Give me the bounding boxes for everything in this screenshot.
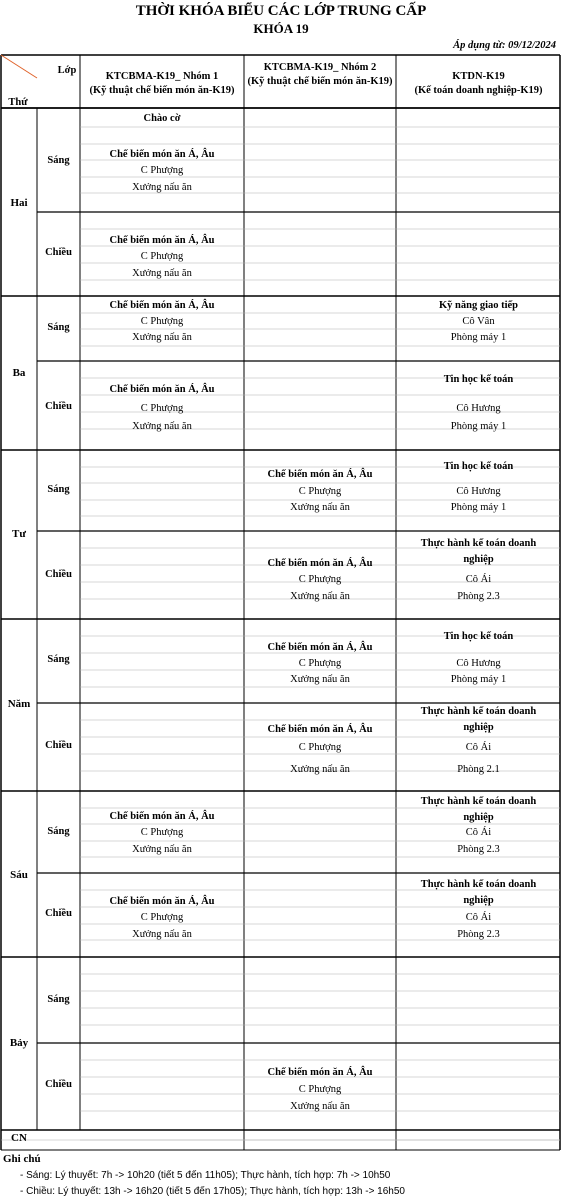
day-label: Năm <box>7 698 31 710</box>
day-label: CN <box>11 1132 27 1144</box>
cell-bay-chieu-c2-subject: Chế biến món ăn Á, Âu <box>267 1067 373 1078</box>
cell-ba-sang-c1-room: Xưởng nấu ăn <box>132 332 192 343</box>
cell-ba-chieu-c1-teacher: C Phượng <box>140 403 184 414</box>
day-label: Hai <box>10 197 28 209</box>
cell-sau-sang-c1-teacher: C Phượng <box>140 827 184 838</box>
cell-ba-sang-c1-subject: Chế biến món ăn Á, Âu <box>109 300 215 311</box>
cell-sau-sang-c3-subject2: nghiệp <box>463 812 494 823</box>
cell-tu-sang-c3-room: Phòng máy 1 <box>450 502 507 513</box>
cell-ba-sang-c3-subject: Kỹ năng giao tiếp <box>438 300 519 311</box>
notes-line-2: - Chiều: Lý thuyết: 13h -> 16h20 (tiết 5 đến 17h05); Thực hành, tích hợp: 13h -> 16h50 <box>20 1186 405 1197</box>
cell-sau-sang-c3-room: Phòng 2.3 <box>457 844 500 855</box>
cell-hai-chieu-c1-teacher: C Phượng <box>140 251 184 262</box>
cell-sau-chieu-c3-room: Phòng 2.3 <box>457 929 500 940</box>
cell-hai-sang-c1-subject: Chế biến món ăn Á, Âu <box>109 149 215 160</box>
header-diagonal <box>1 55 37 78</box>
cell-nam-chieu-c3-room: Phòng 2.1 <box>457 764 500 775</box>
session-label: Sáng <box>47 484 70 495</box>
cell-nam-chieu-c2-teacher: C Phượng <box>298 742 342 753</box>
cell-tu-chieu-c2-subject: Chế biến món ăn Á, Âu <box>267 558 373 569</box>
cell-tu-sang-c2-teacher: C Phượng <box>298 486 342 497</box>
header-lop: Lớp <box>57 65 77 76</box>
notes-label: Ghi chú <box>3 1153 41 1165</box>
header-class2-desc: (Kỹ thuật chế biến món ăn-K19) <box>247 76 393 87</box>
day-label: Tư <box>12 528 26 540</box>
cell-nam-chieu-c3-subject2: nghiệp <box>463 722 494 733</box>
header-class2-name: KTCBMA-K19_ Nhóm 2 <box>263 62 377 73</box>
cell-nam-sang-c3-teacher: Cô Hương <box>456 658 501 669</box>
session-label: Sáng <box>47 826 70 837</box>
cell-hai-sang-c1-teacher: C Phượng <box>140 165 184 176</box>
cell-ba-chieu-c1-room: Xưởng nấu ăn <box>132 421 192 432</box>
session-label: Chiều <box>45 908 72 919</box>
cell-nam-sang-c2-room: Xưởng nấu ăn <box>290 674 350 685</box>
session-label: Sáng <box>47 322 70 333</box>
cell-tu-chieu-c3-teacher: Cô Ái <box>465 574 492 585</box>
cell-tu-sang-c3-subject: Tin học kế toán <box>443 461 514 472</box>
session-label: Chiều <box>45 401 72 412</box>
cell-nam-chieu-c2-room: Xưởng nấu ăn <box>290 764 350 775</box>
cell-ba-chieu-c1-subject: Chế biến món ăn Á, Âu <box>109 384 215 395</box>
cell-sau-chieu-c3-subject2: nghiệp <box>463 895 494 906</box>
cell-hai-sang-c1-room: Xưởng nấu ăn <box>132 182 192 193</box>
cell-tu-sang-c2-subject: Chế biến món ăn Á, Âu <box>267 469 373 480</box>
day-label: Ba <box>12 367 26 379</box>
header-class3-name: KTDN-K19 <box>452 71 505 82</box>
session-label: Sáng <box>47 654 70 665</box>
cell-sau-chieu-c3-teacher: Cô Ái <box>465 912 492 923</box>
cell-ba-chieu-c3-subject: Tin học kế toán <box>443 374 514 385</box>
header-class3-desc: (Kế toán doanh nghiệp-K19) <box>414 85 543 96</box>
cell-sau-sang-c3-teacher: Cô Ái <box>465 827 492 838</box>
session-label: Sáng <box>47 994 70 1005</box>
cell-tu-sang-c2-room: Xưởng nấu ăn <box>290 502 350 513</box>
cell-sau-sang-c3-subject1: Thực hành kế toán doanh <box>420 796 537 807</box>
cell-nam-chieu-c3-teacher: Cô Ái <box>465 742 492 753</box>
header-class1-name: KTCBMA-K19_ Nhóm 1 <box>105 71 219 82</box>
cell-sau-sang-c1-subject: Chế biến món ăn Á, Âu <box>109 811 215 822</box>
cell-ba-sang-c1-teacher: C Phượng <box>140 316 184 327</box>
cell-tu-chieu-c3-room: Phòng 2.3 <box>457 591 500 602</box>
page-subtitle: KHÓA 19 <box>253 21 309 36</box>
session-label: Chiều <box>45 569 72 580</box>
cell-sau-chieu-c3-subject1: Thực hành kế toán doanh <box>420 879 537 890</box>
cell-tu-chieu-c2-room: Xưởng nấu ăn <box>290 591 350 602</box>
cell-nam-chieu-c2-subject: Chế biến món ăn Á, Âu <box>267 724 373 735</box>
cell-ba-chieu-c3-teacher: Cô Hương <box>456 403 501 414</box>
header-class1-desc: (Kỹ thuật chế biến món ăn-K19) <box>89 85 235 96</box>
cell-nam-sang-c3-subject: Tin học kế toán <box>443 631 514 642</box>
cell-sau-sang-c1-room: Xưởng nấu ăn <box>132 844 192 855</box>
applied-date: Áp dụng từ: 09/12/2024 <box>453 40 556 51</box>
cell-bay-chieu-c2-teacher: C Phượng <box>298 1084 342 1095</box>
cell-nam-chieu-c3-subject1: Thực hành kế toán doanh <box>420 706 537 717</box>
cell-hai-chieu-c1-room: Xưởng nấu ăn <box>132 268 192 279</box>
page-title: THỜI KHÓA BIỂU CÁC LỚP TRUNG CẤP <box>135 3 427 19</box>
day-label: Sáu <box>10 869 28 881</box>
cell-sau-chieu-c1-teacher: C Phượng <box>140 912 184 923</box>
notes-line-1: - Sáng: Lý thuyết: 7h -> 10h20 (tiết 5 đến 11h05); Thực hành, tích hợp: 7h -> 10h50 <box>20 1170 391 1181</box>
day-label: Bảy <box>9 1037 29 1049</box>
cell-nam-sang-c3-room: Phòng máy 1 <box>450 674 507 685</box>
cell-hai-sang-c1-extra: Chào cờ <box>143 113 181 124</box>
cell-tu-chieu-c3-subject2: nghiệp <box>463 554 494 565</box>
cell-tu-chieu-c2-teacher: C Phượng <box>298 574 342 585</box>
cell-bay-chieu-c2-room: Xưởng nấu ăn <box>290 1101 350 1112</box>
cell-sau-chieu-c1-subject: Chế biến món ăn Á, Âu <box>109 896 215 907</box>
cell-tu-sang-c3-teacher: Cô Hương <box>456 486 501 497</box>
cell-tu-chieu-c3-subject1: Thực hành kế toán doanh <box>420 538 537 549</box>
cell-nam-sang-c2-subject: Chế biến món ăn Á, Âu <box>267 642 373 653</box>
cell-ba-sang-c3-room: Phòng máy 1 <box>450 332 507 343</box>
session-label: Chiều <box>45 247 72 258</box>
cell-ba-chieu-c3-room: Phòng máy 1 <box>450 421 507 432</box>
header-thu: Thứ <box>8 97 28 108</box>
cell-nam-sang-c2-teacher: C Phượng <box>298 658 342 669</box>
session-label: Sáng <box>47 155 70 166</box>
cell-hai-chieu-c1-subject: Chế biến món ăn Á, Âu <box>109 235 215 246</box>
session-label: Chiều <box>45 1079 72 1090</box>
session-label: Chiều <box>45 740 72 751</box>
cell-ba-sang-c3-teacher: Cô Vân <box>462 316 495 327</box>
cell-sau-chieu-c1-room: Xưởng nấu ăn <box>132 929 192 940</box>
